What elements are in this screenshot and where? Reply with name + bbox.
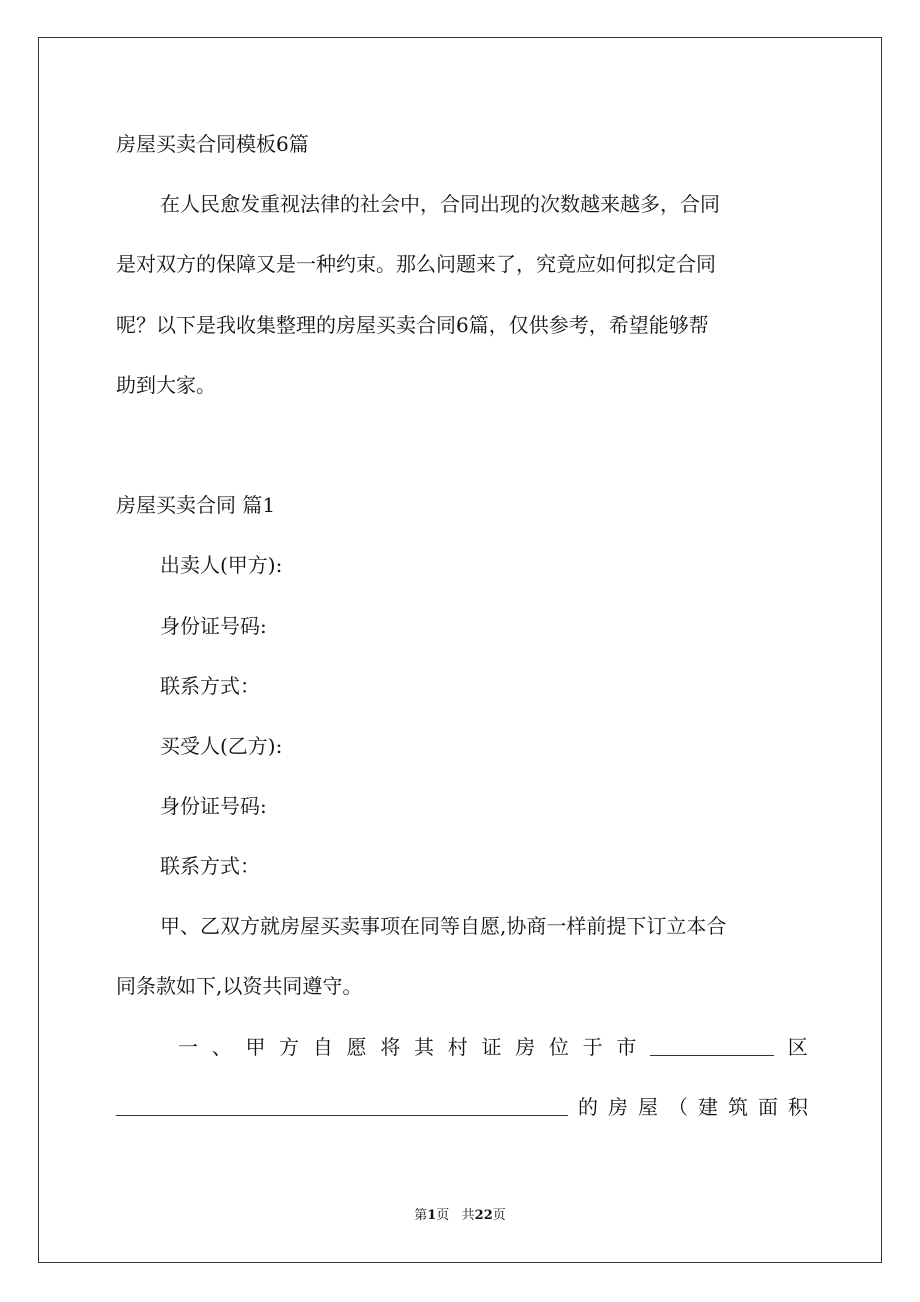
footer-prefix: 第 <box>414 1208 428 1223</box>
intro-line-2: 是对双方的保障又是一种约束。那么问题来了，究竟应如何拟定合同 <box>116 252 716 276</box>
clause-char: （ <box>668 1095 688 1119</box>
clause-char: 于 <box>582 1035 603 1059</box>
buyer-label: 买受人(乙方): <box>160 734 283 758</box>
address-blank[interactable] <box>116 1093 568 1116</box>
footer-page-number: 1 <box>427 1208 437 1223</box>
clause-char: 证 <box>481 1035 502 1059</box>
intro-line-3: 呢？以下是我收集整理的房屋买卖合同6篇，仅供参考，希望能够帮 <box>116 313 709 337</box>
clause-char: 筑 <box>728 1095 748 1119</box>
clause-char: 市 <box>616 1035 637 1059</box>
clause-char: 村 <box>447 1035 468 1059</box>
clause-char: 一 <box>178 1035 198 1059</box>
clause-char: 房 <box>608 1095 628 1119</box>
clause-char: 甲 <box>245 1035 266 1059</box>
clause-char: 、 <box>211 1035 232 1059</box>
clause-one-line-2 <box>116 1093 808 1121</box>
intro-line-1: 在人民愈发重视法律的社会中，合同出现的次数越来越多，合同 <box>160 192 720 216</box>
page-border <box>38 37 882 1263</box>
buyer-contact-label: 联系方式： <box>160 854 260 878</box>
clause-char: 愿 <box>346 1035 367 1059</box>
footer-suffix: 页 <box>492 1208 506 1223</box>
page-footer <box>0 1207 920 1225</box>
district-blank[interactable] <box>650 1033 774 1056</box>
seller-contact-label: 联系方式： <box>160 674 260 698</box>
footer-total-pages: 22 <box>474 1208 493 1223</box>
clause-one-line-1 <box>178 1033 808 1061</box>
footer-middle: 页 共 <box>436 1208 475 1223</box>
clause-char: 面 <box>758 1095 778 1119</box>
seller-id-label: 身份证号码: <box>160 614 267 638</box>
clause-char: 区 <box>787 1035 808 1059</box>
clause-char: 位 <box>548 1035 569 1059</box>
buyer-id-label: 身份证号码: <box>160 794 267 818</box>
intro-line-4: 助到大家。 <box>116 373 216 397</box>
document-title: 房屋买卖合同模板6篇 <box>116 132 309 156</box>
clause-char: 自 <box>312 1035 333 1059</box>
clause-intro-line-1: 甲、乙双方就房屋买卖事项在同等自愿,协商一样前提下订立本合 <box>160 914 727 938</box>
clause-char: 建 <box>698 1095 718 1119</box>
section-title: 房屋买卖合同 篇1 <box>116 493 276 517</box>
clause-char: 将 <box>380 1035 401 1059</box>
clause-char: 屋 <box>638 1095 658 1119</box>
clause-char: 的 <box>578 1095 598 1119</box>
clause-char: 其 <box>414 1035 435 1059</box>
clause-char: 房 <box>515 1035 536 1059</box>
clause-char: 方 <box>279 1035 300 1059</box>
clause-intro-line-2: 同条款如下,以资共同遵守。 <box>116 974 363 998</box>
clause-char: 积 <box>788 1095 808 1119</box>
seller-label: 出卖人(甲方): <box>160 553 283 577</box>
